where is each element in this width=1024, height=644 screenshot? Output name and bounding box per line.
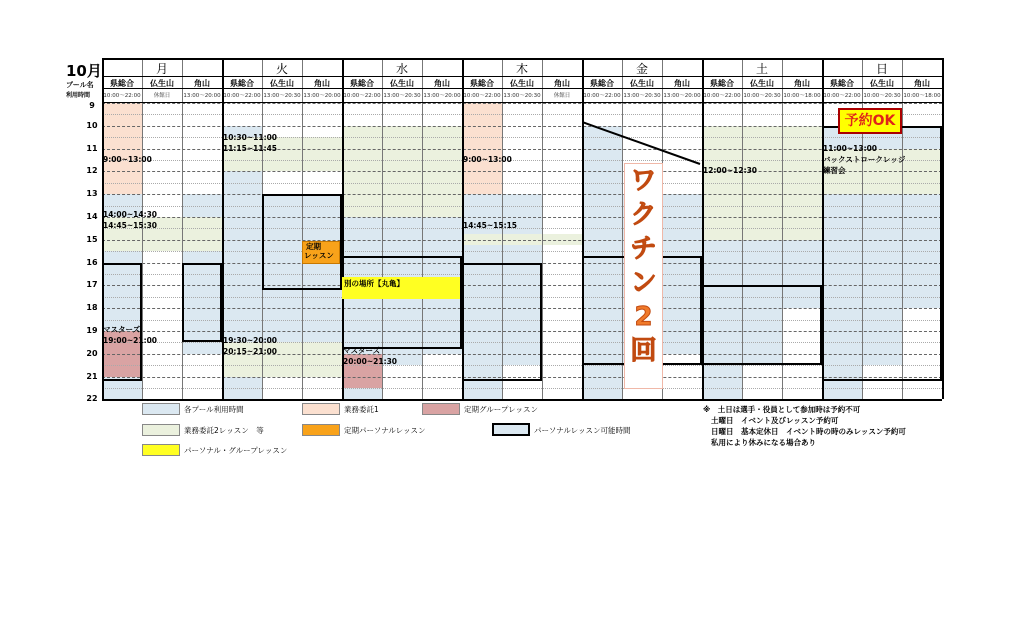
personal-available-box xyxy=(702,285,822,365)
pool-hours: 休館日 xyxy=(553,93,571,99)
vaccine-char-1: ワ xyxy=(630,166,657,196)
pool-hours: 13:00〜20:30 xyxy=(503,93,541,99)
vaccine-char-2: ク xyxy=(630,200,657,230)
hour-label-10: 10 xyxy=(86,120,98,130)
event-tue-2015: 20:15~21:00 xyxy=(223,347,278,356)
hour-label-9: 9 xyxy=(89,101,95,110)
legend-label-personal-group: パーソナル・グループレッスン xyxy=(184,446,288,455)
legend-label-outsource2: 業務委託2レッスン 等 xyxy=(184,426,264,435)
event-sat-1200: 12:00~12:30 xyxy=(703,166,758,175)
pool-label: 県総合 xyxy=(830,79,854,88)
pool-hours: 10:00〜20:30 xyxy=(863,93,901,99)
pool-hours: 13:00〜20:30 xyxy=(623,93,661,99)
vaccine-second-dose-note xyxy=(624,163,663,389)
personal-lesson-box xyxy=(302,241,340,264)
day-label-1: 火 xyxy=(275,62,288,76)
column-divider xyxy=(942,58,944,399)
day-label-4: 金 xyxy=(635,62,648,76)
vaccine-char-3: チ xyxy=(630,234,657,264)
personal-available-box xyxy=(182,263,222,343)
day-label-5: 土 xyxy=(755,62,768,76)
hour-label-11: 11 xyxy=(86,143,98,153)
pool-hours: 10:00〜22:00 xyxy=(703,93,741,99)
pool-hours: 13:00〜20:00 xyxy=(303,93,341,99)
pool-hours: 10:00〜18:00 xyxy=(903,93,941,99)
half-hour-gridline xyxy=(102,206,942,207)
legend-label-personal-available: パーソナルレッスン可能時間 xyxy=(534,426,631,435)
hour-gridline xyxy=(102,103,942,104)
legend-swatch-group-lesson xyxy=(422,403,460,415)
hour-label-14: 14 xyxy=(86,212,98,221)
grid-bottom-border xyxy=(102,399,942,401)
hour-label-18: 18 xyxy=(86,303,98,313)
vaccine-char-5: 2 xyxy=(634,302,653,332)
pool-name-label: プール名 xyxy=(66,81,94,89)
pool-label: 角山 xyxy=(674,79,690,88)
half-hour-gridline xyxy=(102,114,942,115)
legend-swatch-personal xyxy=(302,424,340,436)
pool-hours: 10:00〜18:00 xyxy=(783,93,821,99)
pool-hours: 10:00〜22:00 xyxy=(463,93,501,99)
reservation-ok-badge: 予約OK xyxy=(838,108,902,134)
pool-hours: 13:00〜20:30 xyxy=(263,93,301,99)
pool-label: 県総合 xyxy=(470,79,494,88)
event-tue-1115: 11:15~11:45 xyxy=(223,144,278,153)
day-label-6: 日 xyxy=(875,62,888,76)
event-mon-masters: マスターズ xyxy=(103,325,141,334)
event-sun-kyoiku: 練習会 xyxy=(823,166,846,175)
legend-label-outsource1: 業務委託1 xyxy=(344,405,379,414)
outsource2-cell xyxy=(222,137,342,171)
hour-gridline xyxy=(102,171,942,172)
pool-hours: 10:00〜22:00 xyxy=(583,93,621,99)
hour-gridline xyxy=(102,217,942,218)
legend-label-pool: 各プール利用時間 xyxy=(184,405,244,414)
event-wed-2000: 20:00~21:30 xyxy=(343,357,398,366)
event-wed-masters: マスターズ xyxy=(343,346,381,355)
event-mon-1445: 14:45~15:30 xyxy=(103,221,158,230)
legend-swatch-personal-group xyxy=(142,444,180,456)
pool-hours: 13:00〜20:00 xyxy=(423,93,461,99)
pool-label: 角山 xyxy=(794,79,810,88)
pool-label: 仏生山 xyxy=(270,79,294,88)
hour-label-20: 20 xyxy=(86,348,98,358)
pool-label: 仏生山 xyxy=(150,79,174,88)
hour-gridline xyxy=(102,126,942,127)
personal-available-box xyxy=(462,263,542,382)
hour-label-15: 15 xyxy=(86,234,98,244)
pool-label: 仏生山 xyxy=(630,79,654,88)
event-tue-teiki: 定期 xyxy=(306,242,321,251)
personal-available-box xyxy=(342,256,462,349)
event-mon-1400: 14:00~14:30 xyxy=(103,210,158,219)
pool-hours: 休館日 xyxy=(153,93,171,99)
pool-hours: 13:00〜20:00 xyxy=(663,93,701,99)
pool-hours: 10:00〜22:00 xyxy=(823,93,861,99)
hour-label-21: 21 xyxy=(86,371,98,381)
note-2: 土曜日 イベント及びレッスン予約可 xyxy=(711,416,839,425)
day-label-3: 木 xyxy=(515,62,528,76)
event-sun-1100: 11:00~13:00 xyxy=(823,144,878,153)
pool-label: 仏生山 xyxy=(870,79,894,88)
event-thu-0900: 9:00~13:00 xyxy=(463,155,512,164)
pool-label: 県総合 xyxy=(590,79,614,88)
pool-label: 角山 xyxy=(434,79,450,88)
pool-label: 県総合 xyxy=(110,79,134,88)
legend-label-personal: 定期パーソナルレッスン xyxy=(344,426,426,435)
personal-available-box xyxy=(102,263,142,382)
event-wed-betsu: 別の場所【丸亀】 xyxy=(344,279,404,288)
pool-label: 仏生山 xyxy=(510,79,534,88)
column-divider xyxy=(542,58,543,399)
half-hour-gridline xyxy=(102,160,942,161)
personal-group-lesson-box xyxy=(342,277,460,299)
pool-label: 角山 xyxy=(914,79,930,88)
hour-label-16: 16 xyxy=(86,257,98,267)
legend-swatch-personal-available xyxy=(492,423,530,436)
vaccine-char-4: ン xyxy=(630,268,657,298)
hour-label-12: 12 xyxy=(86,166,98,176)
pool-label: 仏生山 xyxy=(390,79,414,88)
vaccine-char-6: 回 xyxy=(630,336,657,366)
note-3: 日曜日 基本定休日 イベント時の時のみレッスン予約可 xyxy=(711,427,906,436)
month-label: 10月 xyxy=(66,62,102,80)
note-4: 私用により休みになる場合あり xyxy=(711,438,816,447)
pool-label: 県総合 xyxy=(350,79,374,88)
pool-hours: 10:00〜22:00 xyxy=(343,93,381,99)
hour-label-22: 22 xyxy=(86,394,98,404)
header-bottom-border xyxy=(102,102,942,103)
event-thu-1445: 14:45~15:15 xyxy=(463,221,518,230)
event-sun-backstroke: バックストロークレッジ xyxy=(823,155,906,164)
legend-label-group-lesson: 定期グループレッスン xyxy=(464,405,539,414)
pool-hours: 10:00〜22:00 xyxy=(223,93,261,99)
event-tue-lesson: レッスン xyxy=(304,251,334,260)
legend-swatch-outsource2 xyxy=(142,424,180,436)
pool-hours: 10:00〜20:30 xyxy=(743,93,781,99)
event-tue-1030: 10:30~11:00 xyxy=(223,133,278,142)
event-mon-1900: 19:00~21:00 xyxy=(103,336,158,345)
legend-swatch-pool xyxy=(142,403,180,415)
hour-label-17: 17 xyxy=(86,280,98,290)
day-label-2: 水 xyxy=(395,62,408,76)
pool-label: 仏生山 xyxy=(750,79,774,88)
hour-gridline xyxy=(102,240,942,241)
half-hour-gridline xyxy=(102,228,942,229)
hour-label-19: 19 xyxy=(86,326,98,335)
pool-label: 県総合 xyxy=(230,79,254,88)
usage-time-label: 利用時間 xyxy=(66,92,91,99)
pool-hours: 10:00〜22:00 xyxy=(103,93,141,99)
event-tue-1930: 19:30~20:00 xyxy=(223,336,278,345)
note-1: ※ 土日は選手・役員として参加時は予約不可 xyxy=(703,405,861,414)
pool-label: 県総合 xyxy=(710,79,734,88)
pool-label: 角山 xyxy=(314,79,330,88)
hour-gridline xyxy=(102,194,942,195)
pool-label: 角山 xyxy=(194,79,210,88)
hour-label-13: 13 xyxy=(86,189,98,199)
pool-label: 角山 xyxy=(554,79,570,88)
event-mon-0900: 9:00~13:00 xyxy=(103,155,152,164)
pool-hours: 13:00〜20:30 xyxy=(383,93,421,99)
day-label-0: 月 xyxy=(155,62,168,76)
personal-available-box xyxy=(822,126,942,381)
half-hour-gridline xyxy=(102,388,942,389)
pool-hours: 13:00〜20:00 xyxy=(183,93,221,99)
half-hour-gridline xyxy=(102,251,942,252)
column-divider xyxy=(182,58,183,399)
half-hour-gridline xyxy=(102,183,942,184)
legend-swatch-outsource1 xyxy=(302,403,340,415)
